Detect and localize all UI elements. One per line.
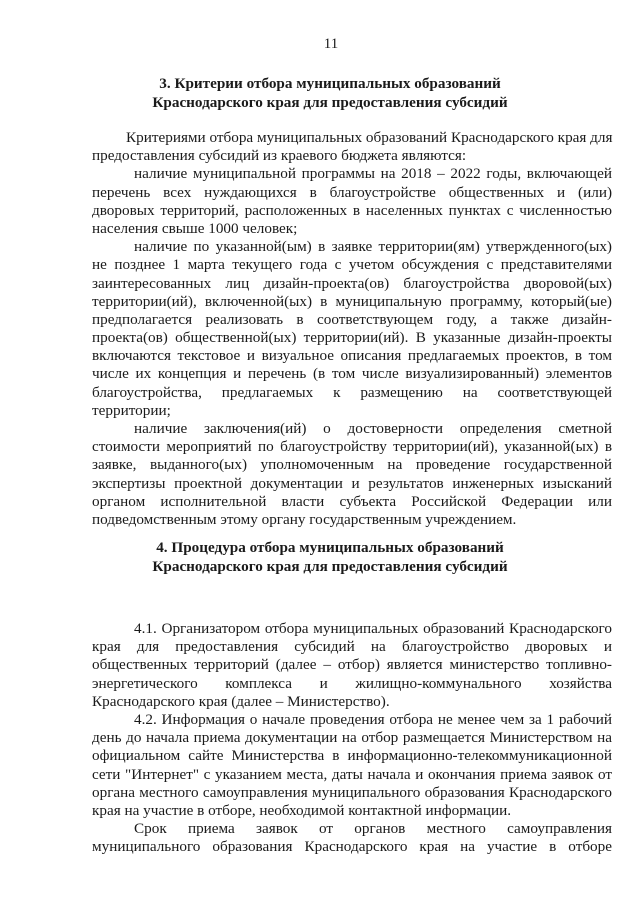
text-line: общественных территорий (далее – отбор) является министерство топливно- (92, 656, 612, 674)
text-line: населения свыше 1000 человек; (92, 219, 298, 237)
text-line: день до начала приема документации на отбор размещается Министерством на (92, 729, 612, 747)
text-line: предполагается реализовать в соответствующем году, а также дизайн- (92, 310, 612, 328)
text-line: перечень всех нуждающихся в благоустройстве общественных и (или) (92, 183, 612, 201)
section-3-title-line-1: 3. Критерии отбора муниципальных образований (159, 75, 501, 92)
text-line: включаются текстовое и визуальное описания предлагаемых проектов, в том (92, 347, 612, 365)
section-3-heading (60, 74, 600, 112)
text-line: Критериями отбора муниципальных образований Краснодарского края для (126, 129, 613, 146)
text-line: дворовых территорий, расположенных в населенных пунктах с численностью (92, 201, 612, 219)
text-line: 4.2. Информация о начале проведения отбора не менее чем за 1 рабочий (134, 710, 612, 728)
text-line: 4.1. Организатором отбора муниципальных образований Краснодарского (134, 620, 612, 637)
section-4-title-line-1: 4. Процедура отбора муниципальных образований (156, 539, 504, 556)
text-line: территории; (92, 401, 171, 419)
text-line: Краснодарского края (далее – Министерство). (92, 692, 390, 710)
text-line: стоимости мероприятий по благоустройству территории(ий), указанной(ых) в (92, 438, 612, 456)
text-line: благоустройства, предлагаемых к размещению на соответствующей (92, 383, 612, 401)
section-3-title-line-2: Краснодарского края для предоставления субсидий (152, 94, 508, 111)
text-line: наличие заключения(ий) о достоверности определения сметной (134, 420, 612, 437)
text-line: предоставления субсидий из краевого бюджета являются: (92, 147, 467, 165)
text-line: заинтересованных лиц дизайн-проекта(ов) благоустройства дворовой(ых) (92, 274, 612, 292)
text-line: не позднее 1 марта текущего года с учетом обсуждения с представителями (92, 256, 612, 274)
page-number: 11 (323, 36, 339, 52)
text-line: муниципального образования Краснодарского края на участие в отборе (92, 838, 612, 856)
section-4-title-line-2: Краснодарского края для предоставления субсидий (152, 558, 508, 575)
text-line: сети "Интернет" с указанием места, даты начала и окончания приема заявок от (92, 765, 612, 783)
text-line: края на участие в отборе, необходимой контактной информации. (92, 801, 512, 819)
text-line: наличие муниципальной программы на 2018 – 2022 годы, включающей (134, 165, 612, 183)
text-line: территории(ий), включенной(ых) в муниципальную программу, который(ые) (92, 292, 612, 310)
text-line: наличие по указанной(ым) в заявке территории(ям) утвержденного(ых) (134, 238, 612, 256)
text-line: энергетического комплекса и жилищно-коммунального хозяйства (92, 674, 612, 692)
text-line: органа местного самоуправления муниципального образования Краснодарского (92, 783, 612, 801)
section-4-body (92, 620, 612, 856)
text-line: Срок приема заявок от органов местного самоуправления (134, 820, 612, 838)
text-line: числе их концепция и перечень (в том числе визуализированный) элементов (92, 365, 612, 383)
text-line: проекта(ов) общественной(ых) территории(ий). В указанные дизайн-проекты (92, 329, 612, 347)
text-line: официальном сайте Министерства в информационно-телекоммуникационной (92, 747, 612, 765)
text-line: подведомственным этому органу государственным учреждением. (92, 510, 517, 528)
text-line: заявке, выданного(ых) уполномоченным на проведение государственной (92, 456, 612, 474)
text-line: края для предоставления субсидий на благоустройство дворовых и (92, 638, 612, 656)
text-line: экспертизы проектной документации и результатов инженерных изысканий (92, 474, 612, 492)
section-3-body (92, 129, 612, 529)
text-line: органом исполнительной власти субъекта Российской Федерации или (92, 492, 612, 510)
section-4-heading (60, 538, 600, 576)
